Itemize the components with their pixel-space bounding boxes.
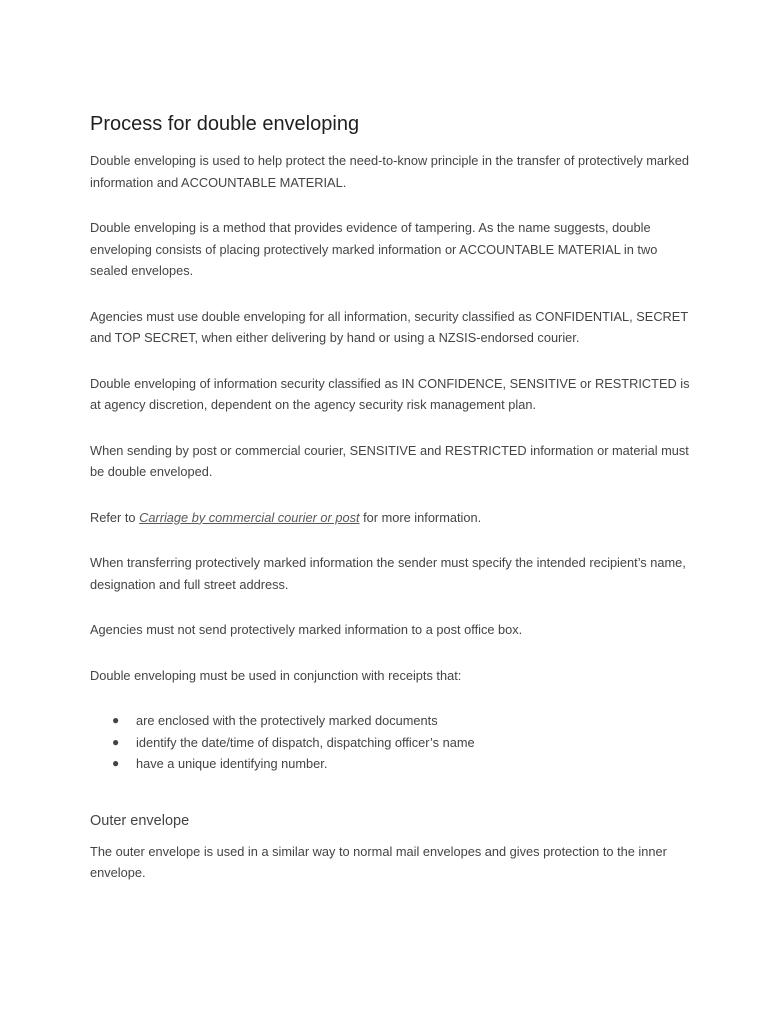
- list-item: [112, 732, 690, 754]
- paragraph-refer: [90, 507, 690, 529]
- paragraph-mandatory: Agencies must use double enveloping for all information, security classified as CONFIDENTIAL, SECRET and TOP SECRET, when either delivering by hand or using a NZSIS-endorsed courier.: [90, 308, 688, 345]
- paragraph-receipts: Double enveloping must be used in conjunction with receipts that:: [90, 667, 462, 683]
- bullet-icon: ●: [112, 734, 120, 749]
- section-heading-outer-envelope: Outer envelope: [90, 812, 190, 829]
- paragraph-method: Double enveloping is a method that provides evidence of tampering. As the name suggests, double enveloping consists of placing protectively marked information or ACCOUNTABLE MATERIAL in two sealed envelopes.: [90, 220, 658, 278]
- paragraph-discretion: Double enveloping of information security classified as IN CONFIDENCE, SENSITIVE or RESTRICTED is at agency discretion, dependent on the agency security risk management plan.: [90, 375, 690, 412]
- refer-suffix: for more information.: [359, 509, 482, 525]
- refer-prefix: Refer to: [90, 509, 140, 525]
- paragraph-intro: Double enveloping is used to help protect the need-to-know principle in the transfer of protectively marked information and ACCOUNTABLE MATERIAL.: [90, 153, 689, 190]
- document-page: [90, 110, 690, 908]
- paragraph-po-box: Agencies must not send protectively marked information to a post office box.: [90, 622, 523, 637]
- list-item: [112, 710, 690, 732]
- list-item-text: identify the date/time of dispatch, dispatching officer’s name: [136, 734, 475, 750]
- bullet-icon: ●: [112, 756, 120, 770]
- bullet-icon: ●: [112, 713, 120, 727]
- list-item: [112, 753, 690, 775]
- list-item-text: are enclosed with the protectively marked documents: [136, 713, 438, 728]
- receipts-list: [90, 710, 690, 775]
- paragraph-recipient: When transferring protectively marked information the sender must specify the intended recipient’s name, designation and full street address.: [90, 555, 686, 592]
- paragraph-post-courier: When sending by post or commercial courier, SENSITIVE and RESTRICTED information or material must be double enveloped.: [90, 442, 689, 479]
- paragraph-outer-envelope: The outer envelope is used in a similar way to normal mail envelopes and gives protection to the inner envelope.: [90, 843, 667, 880]
- page-title: Process for double enveloping: [90, 113, 360, 135]
- carriage-link[interactable]: Carriage by commercial courier or post: [139, 509, 360, 525]
- list-item-text: have a unique identifying number.: [136, 756, 328, 771]
